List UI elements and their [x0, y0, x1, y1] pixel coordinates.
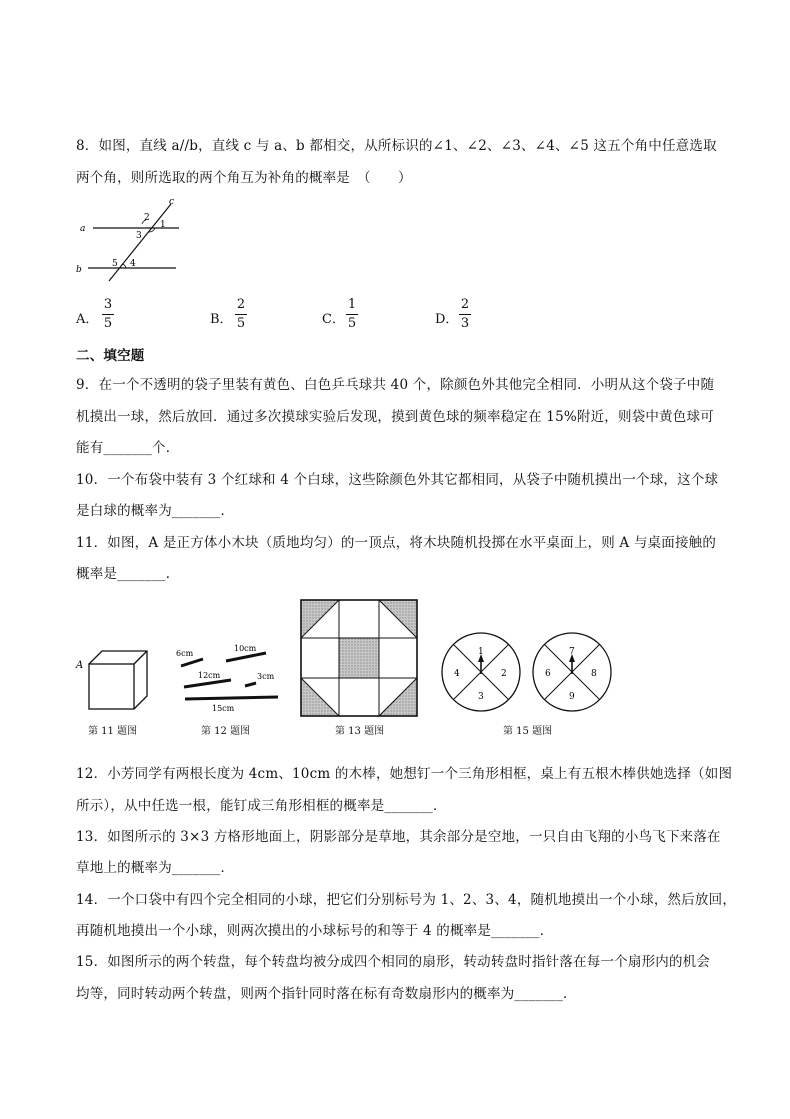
option-d-label: D． [435, 312, 459, 327]
stick-15cm [185, 697, 278, 699]
fig13-grid [300, 599, 418, 717]
fig13-caption: 第 13 题图 [335, 726, 385, 737]
label-b: b [76, 265, 82, 275]
q8-line-1: 8．如图，直线 a//b，直线 c 与 a、b 都相交，从所标识的∠1、∠2、∠3、∠4、∠5 这五个角中任意选取 [76, 138, 717, 154]
q13-line-2: 草地上的概率为_______． [76, 860, 235, 876]
angle-2-label: 2 [144, 213, 150, 223]
q9-line-2: 机摸出一球，然后放回．通过多次摸球实验后发现，摸到黄色球的频率稳定在 15%附近，则袋中黄色球可 [76, 409, 714, 425]
option-d-denominator: 3 [460, 316, 470, 331]
option-b-denominator: 5 [236, 316, 246, 331]
fig15-caption: 第 15 题图 [503, 726, 553, 737]
spinner-2-sector-right: 8 [591, 669, 597, 679]
stick-15cm-label: 15cm [212, 704, 235, 713]
q11-line-2: 概率是_______． [76, 566, 180, 582]
stick-12cm-label: 12cm [198, 671, 221, 680]
option-d-numerator: 2 [460, 297, 470, 312]
line-c [109, 204, 171, 281]
spinner-1 [442, 633, 520, 711]
q14-line-2: 再随机地摸出一个小球，则两次摸出的小球标号的和等于 4 的概率是_______． [76, 923, 554, 939]
fig11-caption: 第 11 题图 [88, 726, 138, 737]
q14-line-1: 14．一个口袋中有四个完全相同的小球，把它们分别标号为 1、2、3、4，随机地摸出一个小球，然后放回， [76, 892, 737, 908]
q10-line-1: 10．一个布袋中装有 3 个红球和 4 个白球，这些除颜色外其它都相同，从袋子中随机摸出一个球，这个球 [76, 472, 719, 488]
fig12-caption: 第 12 题图 [201, 726, 251, 737]
spinner-2-sector-top: 7 [569, 647, 575, 657]
option-a-numerator: 3 [103, 297, 113, 312]
spinner-1-sector-top: 1 [478, 647, 484, 657]
label-c: c [169, 197, 175, 207]
stick-10cm [226, 653, 266, 661]
angle-3-label: 3 [136, 231, 142, 241]
option-b-numerator: 2 [236, 297, 246, 312]
spinner-2-sector-left: 6 [545, 669, 551, 679]
option-a-label: A． [76, 312, 99, 327]
stick-3cm [245, 683, 256, 686]
fig11-cube [74, 644, 154, 720]
stick-6cm [181, 659, 203, 666]
q12-line-2: 所示），从中任选一根，能钉成三角形相框的概率是_______． [76, 798, 447, 814]
option-b-label: B． [210, 312, 233, 327]
q9-line-1: 9．在一个不透明的袋子里装有黄色、白色乒乓球共 40 个，除颜色外其他完全相同．小明从这个袋子中随 [76, 377, 715, 393]
q9-line-3: 能有_______个． [76, 440, 180, 456]
option-b-fraction [234, 297, 248, 332]
spinner-1-sector-right: 2 [501, 669, 507, 679]
q12-line-1: 12．小芳同学有两根长度为 4cm、10cm 的木棒，她想钉一个三角形相框，桌上有五根木棒供她选择（如图 [76, 766, 733, 782]
stick-3cm-label: 3cm [257, 672, 275, 681]
spinner-2 [533, 633, 611, 711]
label-a: a [80, 224, 86, 234]
angle-1-label: 1 [160, 220, 166, 230]
fig12-sticks [168, 636, 288, 720]
q13-line-1: 13．如图所示的 3×3 方格形地面上，阴影部分是草地，其余部分是空地，一只自由飞翔的小鸟飞下来落在 [76, 829, 721, 845]
q8-figure [76, 196, 196, 286]
option-c-fraction [345, 297, 359, 332]
option-a-fraction [101, 297, 115, 332]
stick-6cm-label: 6cm [176, 649, 194, 658]
fig15-spinners [440, 630, 616, 714]
cube-vertex-label: A [76, 660, 84, 671]
option-d-fraction [458, 297, 472, 332]
option-a-denominator: 5 [103, 316, 113, 331]
spinner-1-sector-left: 4 [454, 669, 460, 679]
option-c-numerator: 1 [347, 297, 357, 312]
option-c-label: C． [322, 312, 345, 327]
q15-line-1: 15．如图所示的两个转盘，每个转盘均被分成四个相同的扇形，转动转盘时指针落在每一个扇形内的机会 [76, 954, 711, 970]
option-c-denominator: 5 [347, 316, 357, 331]
stick-12cm [184, 680, 231, 687]
spinner-1-sector-bottom: 3 [478, 692, 484, 702]
q11-line-1: 11．如图，A 是正方体小木块（质地均匀）的一顶点，将木块随机投掷在水平桌面上，则 A 与桌面接触的 [76, 535, 717, 551]
section-title: 二、填空题 [76, 348, 145, 364]
spinner-2-sector-bottom: 9 [569, 692, 575, 702]
angle-5-label: 5 [112, 259, 118, 269]
q10-line-2: 是白球的概率为_______． [76, 503, 235, 519]
angle-4-label: 4 [130, 259, 136, 269]
q15-line-2: 均等，同时转动两个转盘，则两个指针同时落在标有奇数扇形内的概率为_______． [76, 986, 577, 1002]
grass-center [339, 638, 379, 678]
q8-line-2: 两个角，则所选取的两个角互为补角的概率是 （ ） [76, 170, 412, 186]
stick-10cm-label: 10cm [234, 644, 257, 653]
